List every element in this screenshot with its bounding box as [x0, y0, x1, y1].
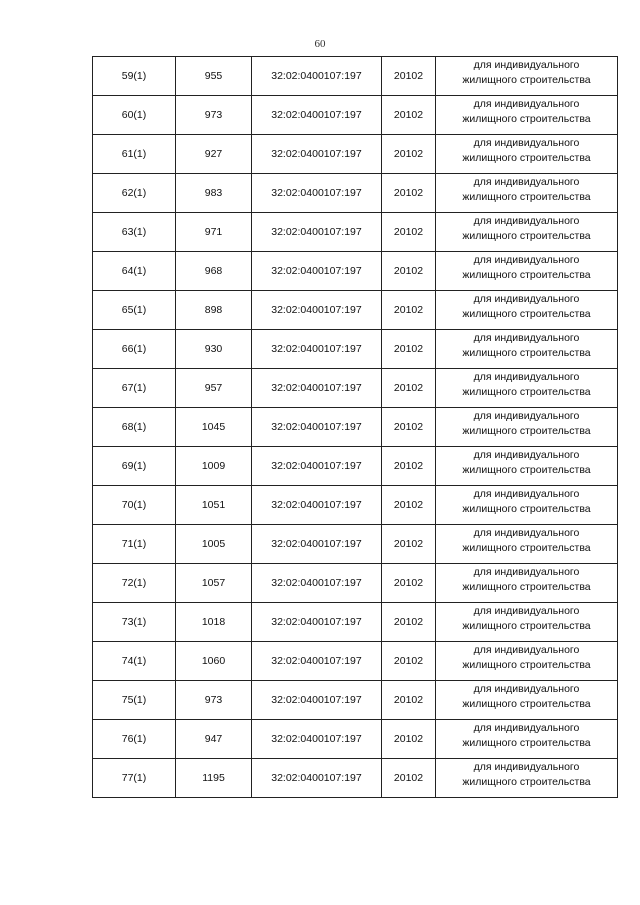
lot-number-cell: 77(1)	[93, 759, 176, 798]
area-cell: 973	[176, 96, 252, 135]
permitted-use-line: жилищного строительства	[462, 425, 591, 437]
lot-number-cell: 72(1)	[93, 564, 176, 603]
lot-number-cell: 65(1)	[93, 291, 176, 330]
category-code-cell: 20102	[382, 564, 436, 603]
area-cell: 947	[176, 720, 252, 759]
category-code-cell: 20102	[382, 369, 436, 408]
category-code-cell: 20102	[382, 447, 436, 486]
category-code-cell: 20102	[382, 720, 436, 759]
lot-number-cell: 69(1)	[93, 447, 176, 486]
permitted-use-line: для индивидуального	[473, 332, 580, 344]
cadastral-number-cell: 32:02:0400107:197	[252, 603, 382, 642]
table-row	[93, 330, 618, 369]
permitted-use-line: для индивидуального	[473, 527, 580, 539]
table-row	[93, 759, 618, 798]
cadastral-number-cell: 32:02:0400107:197	[252, 252, 382, 291]
permitted-use-cell	[436, 642, 618, 681]
permitted-use-line: для индивидуального	[473, 293, 580, 305]
area-cell: 955	[176, 57, 252, 96]
cadastral-number-cell: 32:02:0400107:197	[252, 213, 382, 252]
lot-number-cell: 63(1)	[93, 213, 176, 252]
cadastral-number-cell: 32:02:0400107:197	[252, 96, 382, 135]
permitted-use-line: жилищного строительства	[462, 620, 591, 632]
area-cell: 973	[176, 681, 252, 720]
page-number: 60	[314, 38, 326, 50]
permitted-use-line: жилищного строительства	[462, 386, 591, 398]
table-row	[93, 57, 618, 96]
table-row	[93, 681, 618, 720]
table-row	[93, 408, 618, 447]
permitted-use-line: жилищного строительства	[462, 503, 591, 515]
permitted-use-line: жилищного строительства	[462, 659, 591, 671]
permitted-use-cell	[436, 486, 618, 525]
permitted-use-cell	[436, 525, 618, 564]
cadastral-number-cell: 32:02:0400107:197	[252, 135, 382, 174]
category-code-cell: 20102	[382, 213, 436, 252]
permitted-use-cell	[436, 603, 618, 642]
lot-number-cell: 60(1)	[93, 96, 176, 135]
permitted-use-line: для индивидуального	[473, 410, 580, 422]
permitted-use-line: для индивидуального	[473, 137, 580, 149]
table-row	[93, 213, 618, 252]
table-row	[93, 720, 618, 759]
permitted-use-cell	[436, 330, 618, 369]
cadastral-number-cell: 32:02:0400107:197	[252, 369, 382, 408]
permitted-use-line: жилищного строительства	[462, 230, 591, 242]
area-cell: 1051	[176, 486, 252, 525]
permitted-use-line: для индивидуального	[473, 449, 580, 461]
table-row	[93, 603, 618, 642]
category-code-cell: 20102	[382, 252, 436, 291]
permitted-use-line: для индивидуального	[473, 566, 580, 578]
category-code-cell: 20102	[382, 135, 436, 174]
permitted-use-cell	[436, 174, 618, 213]
area-cell: 1009	[176, 447, 252, 486]
table-row	[93, 447, 618, 486]
category-code-cell: 20102	[382, 759, 436, 798]
permitted-use-cell	[436, 564, 618, 603]
permitted-use-line: для индивидуального	[473, 59, 580, 71]
permitted-use-line: жилищного строительства	[462, 776, 591, 788]
lot-number-cell: 66(1)	[93, 330, 176, 369]
permitted-use-line: для индивидуального	[473, 176, 580, 188]
category-code-cell: 20102	[382, 57, 436, 96]
cadastral-number-cell: 32:02:0400107:197	[252, 174, 382, 213]
category-code-cell: 20102	[382, 96, 436, 135]
permitted-use-cell	[436, 213, 618, 252]
permitted-use-cell	[436, 252, 618, 291]
permitted-use-line: жилищного строительства	[462, 113, 591, 125]
permitted-use-line: для индивидуального	[473, 371, 580, 383]
table-row	[93, 525, 618, 564]
area-cell: 971	[176, 213, 252, 252]
permitted-use-line: жилищного строительства	[462, 698, 591, 710]
area-cell: 1005	[176, 525, 252, 564]
area-cell: 1018	[176, 603, 252, 642]
table-row	[93, 564, 618, 603]
cadastral-number-cell: 32:02:0400107:197	[252, 681, 382, 720]
permitted-use-cell	[436, 135, 618, 174]
cadastral-number-cell: 32:02:0400107:197	[252, 720, 382, 759]
category-code-cell: 20102	[382, 642, 436, 681]
cadastral-number-cell: 32:02:0400107:197	[252, 486, 382, 525]
permitted-use-cell	[436, 681, 618, 720]
cadastral-number-cell: 32:02:0400107:197	[252, 642, 382, 681]
permitted-use-line: жилищного строительства	[462, 152, 591, 164]
category-code-cell: 20102	[382, 525, 436, 564]
category-code-cell: 20102	[382, 174, 436, 213]
permitted-use-line: для индивидуального	[473, 722, 580, 734]
area-cell: 927	[176, 135, 252, 174]
table-row	[93, 174, 618, 213]
lot-number-cell: 76(1)	[93, 720, 176, 759]
permitted-use-line: жилищного строительства	[462, 269, 591, 281]
cadastral-number-cell: 32:02:0400107:197	[252, 330, 382, 369]
parcel-table	[92, 56, 618, 798]
cadastral-number-cell: 32:02:0400107:197	[252, 759, 382, 798]
permitted-use-line: для индивидуального	[473, 254, 580, 266]
category-code-cell: 20102	[382, 330, 436, 369]
permitted-use-line: для индивидуального	[473, 644, 580, 656]
permitted-use-line: жилищного строительства	[462, 308, 591, 320]
cadastral-number-cell: 32:02:0400107:197	[252, 564, 382, 603]
permitted-use-cell	[436, 759, 618, 798]
cadastral-number-cell: 32:02:0400107:197	[252, 408, 382, 447]
area-cell: 968	[176, 252, 252, 291]
permitted-use-line: жилищного строительства	[462, 347, 591, 359]
category-code-cell: 20102	[382, 291, 436, 330]
category-code-cell: 20102	[382, 603, 436, 642]
permitted-use-line: для индивидуального	[473, 98, 580, 110]
table-row	[93, 252, 618, 291]
area-cell: 898	[176, 291, 252, 330]
category-code-cell: 20102	[382, 408, 436, 447]
permitted-use-line: для индивидуального	[473, 761, 580, 773]
category-code-cell: 20102	[382, 486, 436, 525]
permitted-use-cell	[436, 57, 618, 96]
permitted-use-line: жилищного строительства	[462, 464, 591, 476]
lot-number-cell: 67(1)	[93, 369, 176, 408]
area-cell: 930	[176, 330, 252, 369]
permitted-use-line: жилищного строительства	[462, 581, 591, 593]
table-row	[93, 291, 618, 330]
area-cell: 1060	[176, 642, 252, 681]
area-cell: 1195	[176, 759, 252, 798]
lot-number-cell: 62(1)	[93, 174, 176, 213]
lot-number-cell: 64(1)	[93, 252, 176, 291]
table-row	[93, 135, 618, 174]
permitted-use-cell	[436, 96, 618, 135]
permitted-use-line: для индивидуального	[473, 215, 580, 227]
lot-number-cell: 70(1)	[93, 486, 176, 525]
category-code-cell: 20102	[382, 681, 436, 720]
cadastral-number-cell: 32:02:0400107:197	[252, 447, 382, 486]
table-row	[93, 486, 618, 525]
permitted-use-cell	[436, 291, 618, 330]
permitted-use-line: жилищного строительства	[462, 191, 591, 203]
permitted-use-line: для индивидуального	[473, 683, 580, 695]
area-cell: 1057	[176, 564, 252, 603]
parcel-table-body	[93, 57, 618, 798]
permitted-use-line: жилищного строительства	[462, 74, 591, 86]
permitted-use-line: для индивидуального	[473, 488, 580, 500]
lot-number-cell: 75(1)	[93, 681, 176, 720]
area-cell: 957	[176, 369, 252, 408]
cadastral-number-cell: 32:02:0400107:197	[252, 57, 382, 96]
permitted-use-cell	[436, 447, 618, 486]
cadastral-number-cell: 32:02:0400107:197	[252, 525, 382, 564]
cadastral-number-cell: 32:02:0400107:197	[252, 291, 382, 330]
lot-number-cell: 71(1)	[93, 525, 176, 564]
permitted-use-line: жилищного строительства	[462, 737, 591, 749]
lot-number-cell: 68(1)	[93, 408, 176, 447]
lot-number-cell: 74(1)	[93, 642, 176, 681]
permitted-use-cell	[436, 408, 618, 447]
lot-number-cell: 61(1)	[93, 135, 176, 174]
permitted-use-line: жилищного строительства	[462, 542, 591, 554]
table-row	[93, 369, 618, 408]
lot-number-cell: 59(1)	[93, 57, 176, 96]
table-row	[93, 96, 618, 135]
permitted-use-cell	[436, 369, 618, 408]
permitted-use-cell	[436, 720, 618, 759]
permitted-use-line: для индивидуального	[473, 605, 580, 617]
table-row	[93, 642, 618, 681]
area-cell: 1045	[176, 408, 252, 447]
area-cell: 983	[176, 174, 252, 213]
lot-number-cell: 73(1)	[93, 603, 176, 642]
